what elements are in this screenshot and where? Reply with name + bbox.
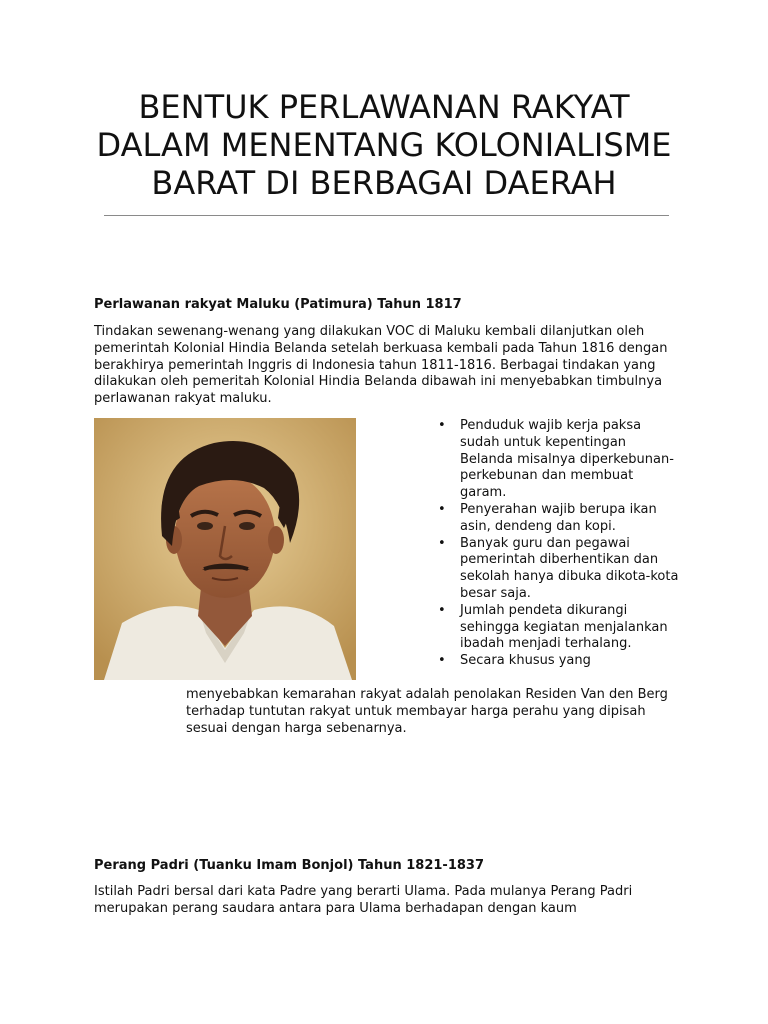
list-item: • Secara khusus yang [436, 653, 681, 670]
pattimura-portrait [94, 418, 356, 680]
list-item: • Penduduk wajib kerja paksa sudah untuk kepentingan Belanda misalnya diperkebunan-perkebunan dan membuat garam. [436, 418, 681, 502]
list-item-continuation: menyebabkan kemarahan rakyat adalah penolakan Residen Van den Berg terhadap tuntutan rakyat untuk membayar harga perahu yang dipisah sesuai dengan harga sebenarnya. [186, 687, 668, 736]
section-paragraph-padri: Istilah Padri bersal dari kata Padre yang berarti Ulama. Pada mulanya Perang Padri merupakan perang saudara antara para Ulama berhadapan dengan kaum [94, 884, 633, 916]
section-heading-maluku: Perlawanan rakyat Maluku (Patimura) Tahun 1817 [94, 297, 462, 312]
list-item: • Penyerahan wajib berupa ikan asin, dendeng dan kopi. [436, 502, 681, 536]
list-item: • Banyak guru dan pegawai pemerintah diberhentikan dan sekolah hanya dibuka dikota-kota besar saja. [436, 536, 681, 603]
grievance-list [436, 418, 681, 670]
section-paragraph-maluku: Tindakan sewenang-wenang yang dilakukan VOC di Maluku kembali dilanjutkan oleh pemerintah Kolonial Hindia Belanda setelah berkuasa kembali pada Tahun 1816 dengan berakhirya pemerintah Inggris di Indonesia tahun 1811-1816. Berbagai tindakan yang dilakukan oleh pemeritah Kolonial Hindia Belanda dibawah ini menyebabkan timbulnya perlawanan rakyat maluku. [94, 324, 668, 407]
list-item: • Jumlah pendeta dikurangi sehingga kegiatan menjalankan ibadah menjadi terhalang. [436, 603, 681, 653]
page-title: BENTUK PERLAWANAN RAKYAT DALAM MENENTANG KOLONIALISME BARAT DI BERBAGAI DAERAH [96, 88, 672, 202]
portrait-image [94, 418, 356, 680]
title-divider [104, 215, 669, 216]
section-heading-padri: Perang Padri (Tuanku Imam Bonjol) Tahun 1821-1837 [94, 858, 484, 873]
